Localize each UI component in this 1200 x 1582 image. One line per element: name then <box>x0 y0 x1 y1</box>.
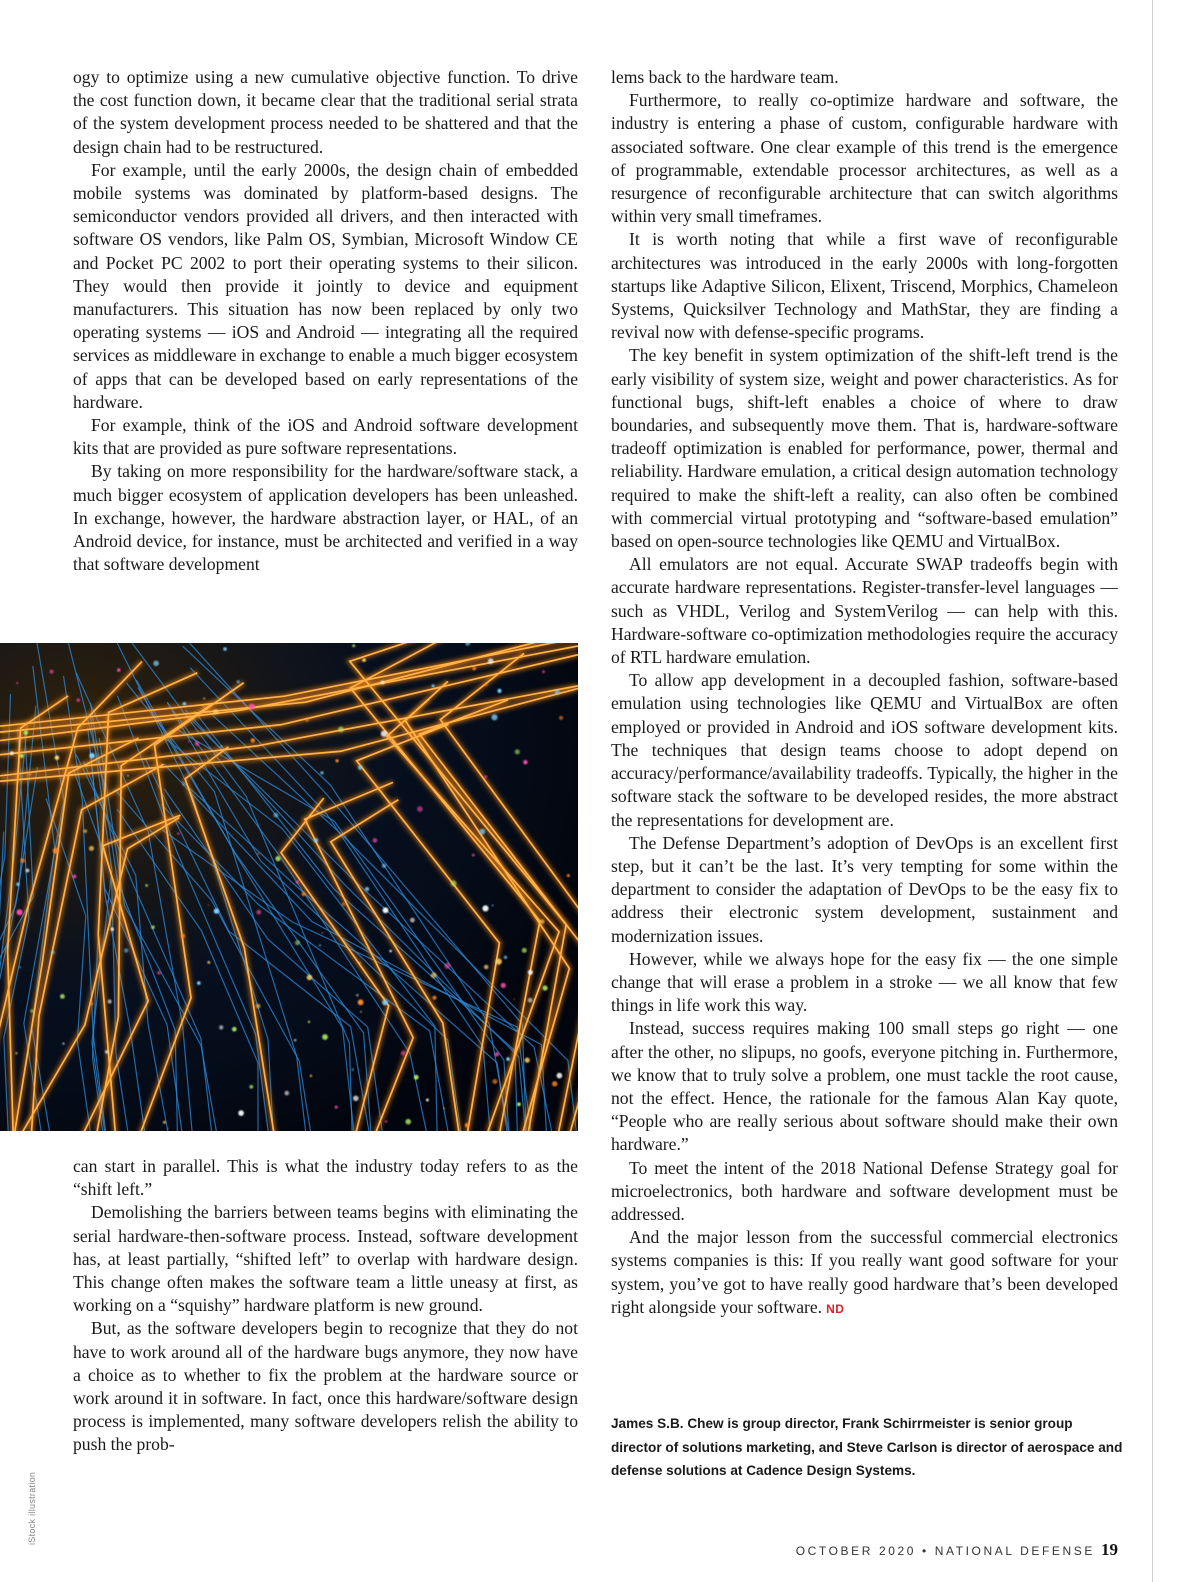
glow-dot <box>513 999 515 1001</box>
page-number: 19 <box>1101 1540 1118 1559</box>
glow-dot <box>220 746 222 748</box>
paragraph: can start in parallel. This is what the industry today refers to as the “shift left.” <box>73 1156 578 1200</box>
glow-dot <box>472 854 475 857</box>
paragraph: But, as the software developers begin to recognize that they do not have to work around all of the hardware bugs anymore, they now have a choice as to whether to fix the problem at the hardware source or work around it in software. In fact, once this hardware/software design process is implemented, many software developers relish the ability to push the prob- <box>73 1318 578 1455</box>
final-paragraph <box>611 1226 1118 1321</box>
glow-dot <box>319 944 321 946</box>
glow-dot <box>443 1107 445 1109</box>
paragraph: To allow app development in a decoupled fashion, software-based emulation using technologies like QEMU and VirtualBox are often employed or provided in Android and iOS software development kits. The techniques that design teams choose to adopt depend on accuracy/performance/availability tradeoffs. Typically, the higher in the software stack the software to be developed resides, the more abstract the representations for development are. <box>611 670 1118 830</box>
paragraph: Instead, success requires making 100 small steps go right — one after the other, no slipups, no goofs, everyone pitching in. Furthermore, we know that to truly solve a problem, one must tackle the root cause, not the effect. Hence, the rationale for the famous Alan Kay quote, “People who are really serious about software should make their own hardware.” <box>611 1018 1118 1155</box>
glow-dot <box>127 775 129 777</box>
glow-dot <box>484 683 487 686</box>
glow-dot <box>77 698 81 702</box>
glow-dot <box>28 772 32 776</box>
glow-dot <box>238 1110 244 1116</box>
glow-dot <box>157 971 161 975</box>
glow-dot <box>30 1009 33 1012</box>
glow-dot <box>482 905 488 911</box>
glow-dot <box>385 1120 388 1123</box>
glow-dot <box>342 902 346 906</box>
glow-dot <box>256 910 261 915</box>
glow-dot <box>83 829 87 833</box>
glow-dot <box>16 682 18 684</box>
glow-dot <box>20 754 24 758</box>
glow-dot <box>358 999 364 1005</box>
glow-dot <box>358 765 363 770</box>
glow-dot <box>53 848 59 854</box>
glow-dot <box>444 963 450 969</box>
glow-dot <box>383 907 389 913</box>
page-footer <box>796 1540 1118 1560</box>
glow-dot <box>451 880 457 886</box>
glow-dot <box>151 925 155 929</box>
glow-dot <box>525 1058 530 1063</box>
glow-dot <box>431 972 437 978</box>
glow-dot <box>17 909 23 915</box>
paragraph: All emulators are not equal. Accurate SWAP tradeoffs begin with accurate hardware representations. Register-transfer-level languages — such as VHDL, Verilog and SystemVerilog — can help with this. Hardware-software co-optimization methodologies require the accuracy of RTL hardware emulation. <box>611 554 1118 668</box>
glow-dot <box>426 1099 429 1102</box>
glow-dot <box>26 869 30 873</box>
glow-dot <box>232 1027 237 1032</box>
glow-dot <box>55 755 60 760</box>
glow-dot <box>90 1002 93 1005</box>
glow-dot <box>373 838 378 843</box>
glow-dot <box>523 760 527 764</box>
glow-dot <box>408 1028 410 1030</box>
glow-dot <box>495 1052 500 1057</box>
author-bio: James S.B. Chew is group director, Frank Schirrmeister is senior group director of solutions marketing, and Steve Carlson is director of aerospace and defense solutions at Cadence Design Systems. <box>611 1416 1123 1478</box>
glow-dot <box>294 1039 296 1041</box>
glow-dot <box>105 1050 108 1053</box>
glow-dot <box>353 1096 359 1102</box>
right-column <box>611 66 1118 1321</box>
paragraph: For example, until the early 2000s, the design chain of embedded mobile systems was dominated by platform-based designs. The semiconductor vendors provided all drivers, and then interacted with software OS vendors, like Palm OS, Symbian, Microsoft Window CE and Pocket PC 2002 to port their operating systems to their silicon. They would then provide it jointly to device and equipment manufacturers. This situation has now been replaced by only two operating systems — iOS and Android — integrating all the required services as middleware in exchange to enable a much bigger ecosystem of apps that can be developed based on early representations of the hardware. <box>73 159 578 412</box>
glow-dot <box>501 983 506 988</box>
glow-dot <box>219 1025 223 1029</box>
glow-dot <box>496 959 502 965</box>
glow-dot <box>405 1119 411 1125</box>
glow-dot <box>555 689 560 694</box>
glow-dot <box>111 928 114 931</box>
glow-dot <box>401 1051 406 1056</box>
paragraph: To meet the intent of the 2018 National Defense Strategy goal for microelectronics, both hardware and software development must be addressed. <box>611 1157 1118 1224</box>
glow-dot <box>360 1011 362 1013</box>
left-column-top <box>73 66 578 576</box>
glow-dot <box>557 1073 563 1079</box>
glow-dot <box>183 702 187 706</box>
glow-dot <box>356 994 358 996</box>
glow-dot <box>177 832 180 835</box>
glow-dot <box>188 741 190 743</box>
glow-dot <box>491 714 497 720</box>
issue-label: OCTOBER 2020 • NATIONAL DEFENSE <box>795 1544 1095 1558</box>
glow-dot <box>256 1004 261 1009</box>
paragraph: Furthermore, to really co-optimize hardware and software, the industry is entering a phase of custom, configurable hardware with associated software. One clear example of this trend is the emergence of programmable, extendable processor architectures, as well as a resurgence of reconfigurable architecture that can switch algorithms within very small timeframes. <box>611 90 1118 227</box>
glow-dot <box>195 741 200 746</box>
glow-dot <box>182 784 184 786</box>
circuit-traces-graphic <box>0 643 578 1131</box>
glow-dot <box>72 875 76 879</box>
paragraph: By taking on more responsibility for the hardware/software stack, a much bigger ecosystem of application developers has been unleashed. In exchange, however, the hardware abstraction layer, or HAL, of an Android device, for instance, must be architected and verified in a way that software development <box>73 461 578 575</box>
glow-dot <box>15 1052 17 1054</box>
photo-credit: iStock illustration <box>27 1471 37 1545</box>
glow-dot <box>389 950 391 952</box>
page-edge-line <box>1152 0 1153 1582</box>
glow-dot <box>72 718 74 720</box>
paragraph-text: And the major lesson from the successful commercial electronics systems companies is this: If you really want good software for your system, you’ve got to have really good hardware that’s been developed right alongside your software. <box>611 1227 1118 1317</box>
glow-dot <box>335 1106 338 1109</box>
glow-dot <box>223 647 227 651</box>
end-mark: ND <box>826 1301 845 1316</box>
glow-dot <box>273 813 278 818</box>
glow-dot <box>208 904 210 906</box>
glow-dot <box>24 731 28 735</box>
glow-dot <box>305 718 309 722</box>
glow-dot <box>528 970 533 975</box>
glow-dot <box>515 749 520 754</box>
glow-dot <box>472 667 476 671</box>
glow-dot <box>352 1069 354 1071</box>
glow-dot <box>285 1091 290 1096</box>
paragraph: However, while we always hope for the easy fix — the one simple change that will erase a problem in a stroke — we all know that few things in life work this way. <box>611 948 1118 1016</box>
glow-dot <box>213 709 219 715</box>
glow-dot <box>106 901 108 903</box>
glow-dot <box>197 981 201 985</box>
glow-dot <box>308 1021 310 1023</box>
glow-dot <box>359 962 361 964</box>
glow-dot <box>214 908 219 913</box>
glow-dot <box>19 966 21 968</box>
glow-dot <box>207 961 210 964</box>
glow-dot <box>414 1075 419 1080</box>
glow-dot <box>92 744 94 746</box>
glow-dot <box>465 1123 470 1128</box>
paragraph: It is worth noting that while a first wave of reconfigurable architectures was introduced in the early 2000s with long-forgotten startups like Adaptive Silicon, Elixent, Triscend, Morphics, Chameleon Systems, Quicksilver Technology and MathStar, they are finding a revival now with defense-specific programs. <box>611 229 1118 343</box>
glow-dot <box>167 1128 169 1130</box>
glow-dot <box>50 670 54 674</box>
glow-dot <box>381 731 387 737</box>
glow-dot <box>89 753 95 759</box>
glow-dot <box>237 680 240 683</box>
glow-dot <box>51 951 55 955</box>
glow-dot <box>153 661 159 667</box>
glow-dot <box>492 905 494 907</box>
glow-dot <box>492 1079 497 1084</box>
glow-dot <box>251 738 256 743</box>
glow-dot <box>322 1034 328 1040</box>
glow-dot <box>504 956 507 959</box>
glow-dot <box>62 1043 64 1045</box>
glow-dot <box>108 1000 112 1004</box>
glow-dot <box>338 727 344 733</box>
paragraph: ogy to optimize using a new cumulative objective function. To drive the cost function down, it became clear that the traditional serial strata of the system development process needed to be shattered and that the design chain had to be restructured. <box>73 67 578 157</box>
glow-dot <box>484 775 487 778</box>
glow-dot <box>417 806 423 812</box>
glow-dot <box>335 759 338 762</box>
glow-dot <box>432 684 435 687</box>
glow-dot <box>559 716 563 720</box>
glow-dot <box>362 658 366 662</box>
glow-dot <box>522 948 527 953</box>
glow-dot <box>117 668 120 671</box>
glow-dot <box>528 998 533 1003</box>
glow-dot <box>540 919 545 924</box>
glow-dot <box>307 975 313 981</box>
glow-dot <box>517 1102 521 1106</box>
glow-dot <box>506 1057 510 1061</box>
glow-dot <box>257 853 259 855</box>
glow-dot <box>89 846 94 851</box>
glow-dot <box>410 918 415 923</box>
glow-dot <box>380 680 384 684</box>
glow-dot <box>275 856 280 861</box>
glow-dot <box>203 697 205 699</box>
glow-dot <box>382 864 386 868</box>
glow-dot <box>322 932 324 934</box>
glow-dot <box>390 740 392 742</box>
glow-dot <box>124 948 128 952</box>
glow-dot <box>163 1121 166 1124</box>
glow-dot <box>543 985 548 990</box>
glow-dot <box>296 881 299 884</box>
left-column-bottom <box>73 1155 578 1457</box>
glow-dot <box>16 883 19 886</box>
paragraph: For example, think of the iOS and Android software development kits that are provided as pure software representations. <box>73 415 578 459</box>
glow-dot <box>382 1000 388 1006</box>
glow-dot <box>352 644 355 647</box>
glow-dot <box>10 751 14 755</box>
glow-dot <box>60 994 65 999</box>
glow-dot <box>181 934 185 938</box>
glow-dot <box>497 689 501 693</box>
glow-dot <box>249 704 255 710</box>
glow-dot <box>365 887 369 891</box>
glow-dot <box>488 658 494 664</box>
glow-dot <box>145 884 148 887</box>
paragraph: lems back to the hardware team. <box>611 67 839 87</box>
glow-dot <box>320 771 323 774</box>
glow-dot <box>433 996 437 1000</box>
paragraph: Demolishing the barriers between teams begins with eliminating the serial hardware-then-software process. Instead, software development has, at least partially, “shifted left” to overlap with hardware design. This change often makes the software team a little uneasy at first, as working on a “squishy” hardware platform is new ground. <box>73 1202 578 1316</box>
paragraph: The Defense Department’s adoption of DevOps is an excellent first step, but it can’t be the last. It’s very tempting for some within the department to consider the adaptation of DevOps to be the easy fix to address their electronic system development, sustainment and modernization issues. <box>611 832 1118 946</box>
glow-dot <box>249 1085 253 1089</box>
glow-dot <box>479 829 485 835</box>
glow-dot <box>552 1081 557 1086</box>
glow-dot <box>542 670 545 673</box>
paragraph: The key benefit in system optimization of the shift-left trend is the early visibility of system size, weight and power characteristics. As for functional bugs, shift-left enables a choice of where to draw boundaries, and subsequently move them. That is, hardware-software tradeoff optimization is enabled for performance, power, thermal and reliability. Hardware emulation, a critical design automation technology required to make the shift-left a reality, can also often be combined with commercial virtual prototyping and “software-based emulation” based on open-source technologies like QEMU and VirtualBox. <box>611 345 1118 552</box>
glow-dot <box>302 892 306 896</box>
glow-dot <box>310 1075 312 1077</box>
glow-dot <box>20 858 25 863</box>
glow-dot <box>567 874 570 877</box>
glow-dot <box>314 838 318 842</box>
glow-dot <box>295 940 300 945</box>
circuit-board-illustration <box>0 643 578 1131</box>
glow-dot <box>484 965 489 970</box>
